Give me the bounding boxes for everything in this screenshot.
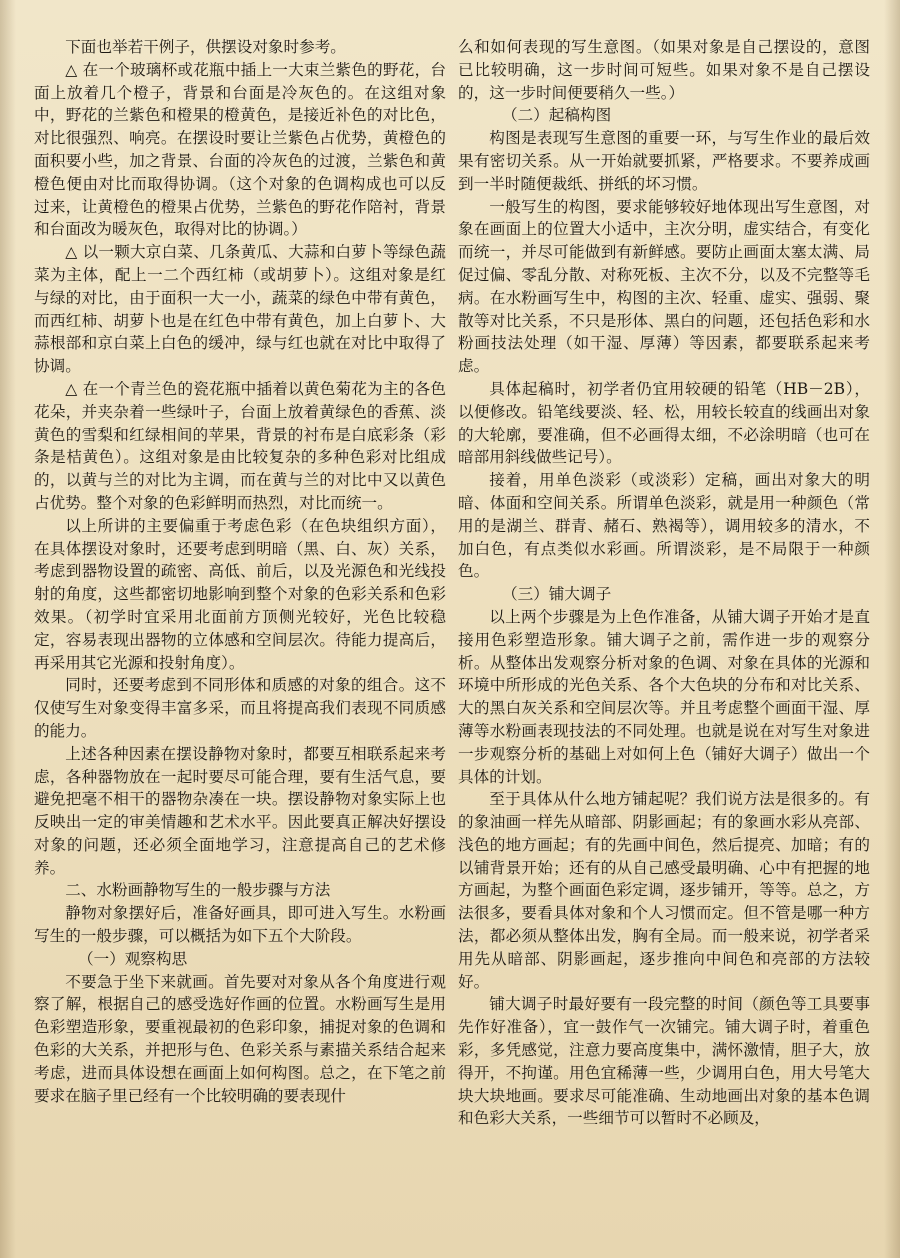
body-paragraph: 下面也举若干例子，供摆设对象时参考。 <box>65 38 346 56</box>
body-paragraph: 一般写生的构图，要求能够较好地体现出写生意图，对象在画面上的位置大小适中，主次分明，虚实结合，有变化而统一，并尽可能做到有新鲜感。要防止画面太塞太满、局促过偏、零乱分散、对称死板、主次不分，以及不完整等毛病。在水粉画写生中，构图的主次、轻重、虚实、强弱、聚散等对比关系，不只是形体、黑白的问题，还包括色彩和水粉画技法处理（如干湿、厚薄）等因素，都要联系起来考虑。 <box>458 197 870 376</box>
body-paragraph: 铺大调子时最好要有一段完整的时间（颜色等工具要事先作好准备），宜一鼓作气一次铺完。铺大调子时，着重色彩，多凭感觉，注意力要高度集中，满怀激情，胆子大，放得开，不拘谨。用色宜稀薄一些，少调用白色，用大号笔大块大块地画。要求尽可能准确、生动地画出对象的基本色调和色彩大关系，一些细节可以暂时不必顾及， <box>458 995 870 1128</box>
body-paragraph: 接着，用单色淡彩（或淡彩）定稿，画出对象大的明暗、体面和空间关系。所谓单色淡彩，就是用一种颜色（常用的是湖兰、群青、赭石、熟褐等），调用较多的清水，不加白色，有点类似水彩画。所谓淡彩，是不局限于一种颜色。 <box>458 471 870 581</box>
subsection-heading: （三）铺大调子 <box>502 585 612 604</box>
body-paragraph: △ 在一个青兰色的瓷花瓶中插着以黄色菊花为主的各色花朵，并夹杂着一些绿叶子，台面上放着黄绿色的香蕉、淡黄色的雪梨和红绿相间的苹果，背景的衬布是白底彩条（彩条是桔黄色）。这组对象是由比较复杂的多种色彩对比组成的，以黄与兰的对比为主调，而在黄与兰的对比中又以黄色占优势。整个对象的色彩鲜明而热烈，对比而统一。 <box>34 379 446 512</box>
body-paragraph: 不要急于坐下来就画。首先要对对象从各个角度进行观察了解，根据自己的感受选好作画的位置。水粉画写生是用色彩塑造形象，要重视最初的色彩印象，捕捉对象的色调和色彩的大关系，并把形与色、色彩关系与素描关系结合起来考虑，进而具体设想在画面上如何构图。总之，在下笔之前要求在脑子里已经有一个比较明确的要表现什 <box>34 972 446 1105</box>
body-paragraph: 构图是表现写生意图的重要一环，与写生作业的最后效果有密切关系。从一开始就要抓紧，严格要求。不要养成画到一半时随便裁纸、拼纸的坏习惯。 <box>458 129 870 193</box>
body-paragraph: 上述各种因素在摆设静物对象时，都要互相联系起来考虑，各种器物放在一起时要尽可能合理，要有生活气息，要避免把毫不相干的器物杂凑在一块。摆设静物对象实际上也反映出一定的审美情趣和艺术水平。因此要真正解决好摆设对象的问题，还必须全面地学习，注意提高自己的艺术修养。 <box>34 744 446 877</box>
body-paragraph: 至于具体从什么地方铺起呢？我们说方法是很多的。有的象油画一样先从暗部、阴影画起；有的象画水彩从亮部、浅色的地方画起；有的先画中间色，然后提亮、加暗；有的以铺背景开始；还有的从自己感受最明确、心中有把握的地方画起，为整个画面色彩定调，逐步铺开，等等。总之，方法很多，要看具体对象和个人习惯而定。但不管是哪一种方法，都必须从整体出发，胸有全局。而一般来说，初学者采用先从暗部、阴影画起，逐步推向中间色和亮部的方法较好。 <box>458 790 870 991</box>
continued-paragraph: 么和如何表现的写生意图。（如果对象是自己摆设的，意图已比较明确，这一步时间可短些。如果对象不是自己摆设的，这一步时间便要稍久一些。） <box>458 38 870 102</box>
section-heading: 二、水粉画静物写生的一般步骤与方法 <box>65 881 331 900</box>
right-text-column <box>458 36 870 1130</box>
body-paragraph: 静物对象摆好后，准备好画具，即可进入写生。水粉画写生的一般步骤，可以概括为如下五个大阶段。 <box>34 904 446 946</box>
body-paragraph: 以上所讲的主要偏重于考虑色彩（在色块组织方面），在具体摆设对象时，还要考虑到明暗（黑、白、灰）关系，考虑到器物设置的疏密、高低、前后，以及光源色和光线投射的角度，这些都密切地影响到整个对象的色彩关系和色彩效果。（初学时宜采用北面前方顶侧光较好，光色比较稳定，容易表现出器物的立体感和空间层次。待能力提高后，再采用其它光源和投射角度）。 <box>34 516 446 672</box>
left-edge-shadow <box>0 0 16 1258</box>
body-paragraph: 以上两个步骤是为上色作准备，从铺大调子开始才是直接用色彩塑造形象。铺大调子之前，需作进一步的观察分析。从整体出发观察分析对象的色调、对象在具体的光源和环境中所形成的光色关系、各个大色块的分布和对比关系、大的黑白灰关系和空间层次等。并且考虑整个画面干湿、厚薄等水粉画表现技法的不同处理。也就是说在对写生对象进一步观察分析的基础上对如何上色（铺好大调子）做出一个具体的计划。 <box>458 607 870 786</box>
body-paragraph: 同时，还要考虑到不同形体和质感的对象的组合。这不仅使写生对象变得丰富多采，而且将提高我们表现不同质感的能力。 <box>34 676 446 740</box>
subsection-heading: （二）起稿构图 <box>502 106 612 125</box>
subsection-heading: （一）观察构思 <box>78 949 188 968</box>
body-paragraph: △ 以一颗大京白菜、几条黄瓜、大蒜和白萝卜等绿色蔬菜为主体，配上一二个西红柿（或胡萝卜）。这组对象是红与绿的对比，由于面积一大一小，蔬菜的绿色中带有黄色，而西红柿、胡萝卜也是在红色中带有黄色，加上白萝卜、大蒜根部和京白菜上白色的缓冲，绿与红也就在对比中取得了协调。 <box>34 243 446 376</box>
left-text-column <box>34 36 446 1107</box>
body-paragraph: 具体起稿时，初学者仍宜用较硬的铅笔（HB－2B），以便修改。铅笔线要淡、轻、松，用较长较直的线画出对象的大轮廓，要准确，但不必画得太细，不必涂明暗（也可在暗部用斜线做些记号）。 <box>458 379 870 467</box>
right-edge-shadow <box>884 0 900 1258</box>
body-paragraph: △ 在一个玻璃杯或花瓶中插上一大束兰紫色的野花，台面上放着几个橙子，背景和台面是冷灰色的。在这组对象中，野花的兰紫色和橙果的橙黄色，是接近补色的对比色，对比很强烈、响亮。在摆设时要让兰紫色占优势，黄橙色的面积要小些，加之背景、台面的冷灰色的过渡，兰紫色和黄橙色便由对比而取得协调。（这个对象的色调构成也可以反过来，让黄橙色的橙果占优势，兰紫色的野花作陪衬，背景和台面改为暖灰色，取得对比的协调。） <box>34 60 446 239</box>
